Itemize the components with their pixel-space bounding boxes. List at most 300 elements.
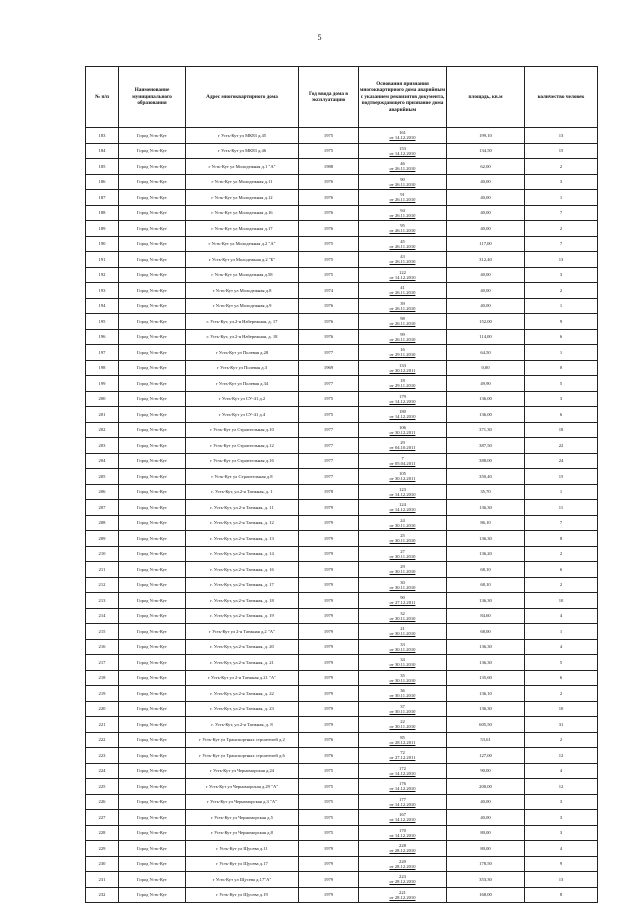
basis-doc-number: 25 [400,533,405,539]
cell-people: 2 [525,686,598,702]
table-row [86,856,598,872]
cell-num: 217 [86,655,119,671]
cell-year: 1979 [299,701,359,717]
basis-doc-number: 21 [400,626,405,632]
cell-area: 68,00 [447,624,525,640]
cell-num: 200 [86,391,119,407]
cell-area: 90,00 [447,763,525,779]
cell-basis [359,376,447,392]
cell-year: 1979 [299,872,359,888]
table-row [86,376,598,392]
table-row [86,267,598,283]
cell-address: г Усть-Кут ул 2-я Таежная д.21 "А" [186,670,299,686]
cell-address: г Усть-Кут ул Щусева д.19 [186,887,299,903]
cell-municipality: Город Усть-Кут [119,314,186,330]
cell-area: 136,30 [447,639,525,655]
table-row [86,422,598,438]
cell-people: 12 [525,748,598,764]
cell-area: 40,00 [447,267,525,283]
table-row [86,407,598,423]
table-row [86,593,598,609]
cell-people: 13 [525,252,598,268]
cell-basis [359,128,447,144]
basis-doc-date: от 30.11.2010 [389,631,416,637]
cell-basis [359,608,447,624]
cell-num: 205 [86,469,119,485]
basis-doc-number: 24 [400,517,405,523]
cell-people: 8 [525,531,598,547]
cell-basis [359,732,447,748]
cell-basis [359,515,447,531]
basis-doc-number: 95 [400,223,405,229]
cell-people: 3 [525,825,598,841]
cell-area: 605,50 [447,717,525,733]
cell-basis [359,236,447,252]
basis-doc-date: от 14.12.2010 [389,817,416,823]
cell-people: 18 [525,422,598,438]
cell-year: 1979 [299,500,359,516]
cell-area: 40,00 [447,283,525,299]
cell-area: 136,30 [447,500,525,516]
cell-address: г Усть-Кут ул Молодежная д.16 [186,205,299,221]
table-row [86,143,598,159]
cell-year: 1975 [299,825,359,841]
cell-num: 209 [86,531,119,547]
cell-basis [359,748,447,764]
table-body [86,128,598,903]
cell-address: г Усть-Кут ул Транспортных строителей д.2 [186,732,299,748]
cell-people: 12 [525,779,598,795]
header-year: Год ввода дома в эксплуатацию [299,67,359,128]
cell-year: 1975 [299,763,359,779]
cell-basis [359,221,447,237]
cell-area: 200,00 [447,779,525,795]
basis-doc-date: от 14.12.2010 [389,801,416,807]
cell-area: 64,50 [447,345,525,361]
basis-doc-date: от 14.12.2010 [389,414,416,420]
basis-doc-number: 46 [400,161,405,167]
cell-address: г. Усть-Кут, ул.2-я Таежная, д. 11 [186,500,299,516]
cell-area: 136,30 [447,701,525,717]
table-header-row [86,67,598,128]
cell-people: 1 [525,298,598,314]
cell-year: 1979 [299,670,359,686]
table-row [86,887,598,903]
cell-people: 7 [525,205,598,221]
cell-basis [359,717,447,733]
cell-year: 1979 [299,841,359,857]
basis-doc-number: 122 [399,269,406,275]
basis-doc-number: 167 [399,812,406,818]
cell-area: 117,00 [447,236,525,252]
basis-doc-date: от 14.12.2010 [389,274,416,280]
cell-num: 226 [86,794,119,810]
cell-people: 4 [525,608,598,624]
basis-doc-date: от 14.12.2010 [389,770,416,776]
cell-basis [359,143,447,159]
basis-doc-number: 37 [400,703,405,709]
cell-area: 136,00 [447,391,525,407]
cell-area: 40,00 [447,190,525,206]
basis-doc-number: 170 [399,827,406,833]
cell-area: 178,50 [447,856,525,872]
cell-basis [359,190,447,206]
cell-num: 215 [86,624,119,640]
cell-num: 197 [86,345,119,361]
cell-address: г Усть-Кут ул Щусева д.17 [186,856,299,872]
basis-doc-number: 177 [399,796,406,802]
cell-year: 1979 [299,655,359,671]
header-area: площадь, кв.м [447,67,525,128]
header-people: количество человек [525,67,598,128]
cell-area: 136,00 [447,407,525,423]
basis-doc-date: от 26.11.2010 [389,259,416,265]
table-row [86,608,598,624]
table-row [86,221,598,237]
cell-address: г. Усть-Кут, ул.2-я Таежная, д. 13 [186,531,299,547]
cell-address: г Усть-Кут ул СУ-41 д.2 [186,391,299,407]
cell-area: 68,10 [447,577,525,593]
cell-num: 198 [86,360,119,376]
header-basis: Основания признания многоквартирного дома аварийным с указанием реквизитов документа, подтверждающего признание дома аварийным [359,67,447,128]
cell-num: 189 [86,221,119,237]
basis-doc-number: 180 [399,409,406,415]
basis-doc-date: от 30.11.2010 [389,538,416,544]
table-row [86,515,598,531]
cell-address: г Усть-Кут ул Молодежная д.17 [186,221,299,237]
cell-year: 1978 [299,484,359,500]
basis-doc-number: 22 [400,719,405,725]
cell-basis [359,701,447,717]
cell-municipality: Город Усть-Кут [119,469,186,485]
cell-people: 2 [525,221,598,237]
cell-municipality: Город Усть-Кут [119,531,186,547]
cell-area: 387,50 [447,438,525,454]
cell-basis [359,825,447,841]
cell-year: 1975 [299,794,359,810]
cell-year: 1979 [299,887,359,903]
cell-area: 136,20 [447,546,525,562]
basis-doc-number: 33 [400,641,405,647]
cell-area: 40,00 [447,174,525,190]
cell-municipality: Город Усть-Кут [119,205,186,221]
cell-address: г. Усть-Кут, ул.2-я Набережная, д. 17 [186,314,299,330]
basis-doc-date: от 26.11.2010 [389,181,416,187]
basis-doc-number: 85 [400,734,405,740]
table-row [86,670,598,686]
table-row [86,159,598,175]
basis-doc-number: 30 [400,579,405,585]
cell-num: 213 [86,593,119,609]
cell-address: г Усть-Кут ул Строительная д.10 [186,422,299,438]
cell-area: 135,60 [447,670,525,686]
cell-municipality: Город Усть-Кут [119,174,186,190]
cell-year: 1979 [299,546,359,562]
cell-address: г. Усть-Кут, ул.2-я Таежная, д. 21 [186,655,299,671]
cell-year: 1979 [299,577,359,593]
cell-people: 5 [525,376,598,392]
cell-address: г Усть-Кут ул 2-я Таежная д.2 "А" [186,624,299,640]
cell-people: 13 [525,872,598,888]
cell-address: г Усть-Кут ул Черноморская д.8 [186,825,299,841]
cell-people: 11 [525,500,598,516]
basis-doc-number: 106 [399,424,406,430]
basis-doc-date: от 26.11.2010 [389,336,416,342]
cell-basis [359,500,447,516]
cell-year: 1977 [299,469,359,485]
table-row [86,236,598,252]
table-row [86,190,598,206]
table-row [86,841,598,857]
cell-area: 134,50 [447,143,525,159]
cell-people: 10 [525,593,598,609]
table-row [86,717,598,733]
cell-year: 1975 [299,128,359,144]
cell-year: 1975 [299,236,359,252]
cell-municipality: Город Усть-Кут [119,825,186,841]
cell-people: 6 [525,329,598,345]
cell-basis [359,655,447,671]
cell-basis [359,624,447,640]
cell-year: 1977 [299,438,359,454]
cell-year: 1975 [299,391,359,407]
cell-year: 1976 [299,205,359,221]
cell-municipality: Город Усть-Кут [119,639,186,655]
cell-municipality: Город Усть-Кут [119,298,186,314]
basis-doc-date: от 27.12.2011 [389,600,416,606]
cell-num: 220 [86,701,119,717]
cell-area: 40,00 [447,298,525,314]
cell-num: 232 [86,887,119,903]
table-row [86,391,598,407]
cell-num: 190 [86,236,119,252]
cell-basis [359,779,447,795]
cell-basis [359,577,447,593]
basis-doc-date: от 05.04.2011 [389,460,416,466]
cell-area: 136,30 [447,593,525,609]
cell-municipality: Город Усть-Кут [119,856,186,872]
cell-people: 2 [525,159,598,175]
table-row [86,779,598,795]
cell-num: 185 [86,159,119,175]
cell-address: г. Усть-Кут, ул.2-я Таежная, д. 16 [186,562,299,578]
cell-address: г Усть-Кут ул Полевая д.34 [186,376,299,392]
cell-year: 1975 [299,407,359,423]
table-row [86,531,598,547]
cell-people: 6 [525,670,598,686]
cell-people: 8 [525,887,598,903]
cell-year: 1976 [299,190,359,206]
cell-basis [359,174,447,190]
cell-basis [359,283,447,299]
cell-num: 208 [86,515,119,531]
table-row [86,314,598,330]
cell-people: 2 [525,546,598,562]
cell-area: 53,61 [447,732,525,748]
cell-basis [359,391,447,407]
cell-area: 35,70 [447,484,525,500]
cell-area: 136,30 [447,655,525,671]
cell-area: 199,10 [447,128,525,144]
cell-basis [359,298,447,314]
basis-doc-number: 91 [400,192,405,198]
table-row [86,469,598,485]
cell-num: 192 [86,267,119,283]
cell-address: г. Усть-Кут, ул.2-я Таежная, д. 8 [186,717,299,733]
table-row [86,763,598,779]
basis-doc-date: от 26.11.2010 [389,228,416,234]
cell-num: 193 [86,283,119,299]
cell-basis [359,453,447,469]
cell-municipality: Город Усть-Кут [119,128,186,144]
basis-doc-date: от 30.11.2010 [389,522,416,528]
cell-area: 136,10 [447,686,525,702]
basis-doc-number: 94 [400,207,405,213]
basis-doc-number: 7 [401,455,404,461]
cell-municipality: Город Усть-Кут [119,872,186,888]
cell-year: 1974 [299,283,359,299]
cell-people: 1 [525,484,598,500]
cell-num: 191 [86,252,119,268]
cell-address: г. Усть-Кут, ул.2-я Таежная, д. 17 [186,577,299,593]
basis-doc-date: от 28.12.2010 [389,894,416,900]
basis-doc-date: от 28.12.2010 [389,879,416,885]
cell-num: 183 [86,128,119,144]
cell-year: 1979 [299,608,359,624]
cell-address: г Усть-Кут ул Молодежная д.2 "А" [186,236,299,252]
cell-basis [359,841,447,857]
cell-area: 40,00 [447,221,525,237]
table-row [86,794,598,810]
cell-basis [359,345,447,361]
cell-year: 1969 [299,360,359,376]
table-row [86,686,598,702]
table-row [86,500,598,516]
cell-people: 15 [525,143,598,159]
cell-people: 31 [525,717,598,733]
cell-year: 1979 [299,717,359,733]
cell-address: г. Усть-Кут, ул.2-я Таежная, д. 12 [186,515,299,531]
cell-num: 187 [86,190,119,206]
basis-doc-date: от 29.11.2010 [389,352,416,358]
cell-municipality: Город Усть-Кут [119,670,186,686]
cell-basis [359,856,447,872]
cell-year: 1975 [299,810,359,826]
cell-municipality: Город Усть-Кут [119,422,186,438]
cell-area: 40,00 [447,810,525,826]
cell-municipality: Город Усть-Кут [119,267,186,283]
cell-year: 1975 [299,252,359,268]
cell-year: 1975 [299,267,359,283]
cell-basis [359,484,447,500]
cell-people: 13 [525,128,598,144]
table-row [86,438,598,454]
cell-area: 350,40 [447,469,525,485]
cell-area: 371,30 [447,422,525,438]
cell-year: 1977 [299,345,359,361]
cell-people: 4 [525,841,598,857]
table-row [86,252,598,268]
table-row [86,639,598,655]
cell-num: 228 [86,825,119,841]
cell-municipality: Город Усть-Кут [119,252,186,268]
table-row [86,701,598,717]
cell-basis [359,438,447,454]
cell-year: 1979 [299,686,359,702]
basis-doc-date: от 30.11.2010 [389,724,416,730]
cell-year: 1975 [299,779,359,795]
cell-num: 207 [86,500,119,516]
cell-basis [359,252,447,268]
cell-address: г Усть-Кут ул Полевая д.3 [186,360,299,376]
basis-doc-date: от 30.12.2011 [389,476,416,482]
cell-address: г Усть-Кут ул Щусева д.17"А" [186,872,299,888]
cell-address: г Усть-Кут ул Молодежная д.1 "А" [186,159,299,175]
cell-num: 195 [86,314,119,330]
cell-address: г Усть-Кут ул Щусева д.11 [186,841,299,857]
cell-municipality: Город Усть-Кут [119,143,186,159]
cell-num: 225 [86,779,119,795]
basis-doc-number: 43 [400,254,405,260]
cell-basis [359,469,447,485]
basis-doc-date: от 30.11.2010 [389,553,416,559]
basis-doc-date: от 27.12.2011 [389,755,416,761]
basis-doc-number: 161 [399,130,406,136]
cell-year: 1977 [299,453,359,469]
cell-area: 388,00 [447,453,525,469]
basis-doc-date: от 30.11.2010 [389,662,416,668]
basis-doc-number: 72 [400,750,405,756]
cell-num: 199 [86,376,119,392]
basis-doc-date: от 14.12.2010 [389,491,416,497]
basis-doc-date: от 28.12.2010 [389,848,416,854]
cell-people: 1 [525,190,598,206]
basis-doc-number: 39 [400,300,405,306]
cell-basis [359,205,447,221]
table-row [86,283,598,299]
cell-basis [359,159,447,175]
cell-num: 218 [86,670,119,686]
cell-municipality: Город Усть-Кут [119,236,186,252]
cell-basis [359,360,447,376]
cell-area: 136,30 [447,531,525,547]
basis-doc-date: от 30.12.2011 [389,429,416,435]
basis-doc-date: от 30.11.2010 [389,584,416,590]
cell-year: 1976 [299,748,359,764]
cell-year: 1976 [299,732,359,748]
cell-num: 211 [86,562,119,578]
table-row [86,810,598,826]
basis-doc-number: 179 [399,393,406,399]
table-row [86,825,598,841]
cell-year: 1988 [299,159,359,175]
cell-address: г Усть-Кут ул МК83 д.45 [186,128,299,144]
cell-people: 3 [525,810,598,826]
cell-municipality: Город Усть-Кут [119,608,186,624]
cell-num: 216 [86,639,119,655]
cell-basis [359,329,447,345]
basis-doc-date: от 30.11.2010 [389,569,416,575]
cell-municipality: Город Усть-Кут [119,655,186,671]
cell-municipality: Город Усть-Кут [119,593,186,609]
cell-municipality: Город Усть-Кут [119,562,186,578]
cell-municipality: Город Усть-Кут [119,748,186,764]
basis-doc-date: от 28.12.2011 [389,739,416,745]
cell-area: 127,00 [447,748,525,764]
basis-doc-number: 27 [400,548,405,554]
cell-municipality: Город Усть-Кут [119,345,186,361]
table-row [86,174,598,190]
